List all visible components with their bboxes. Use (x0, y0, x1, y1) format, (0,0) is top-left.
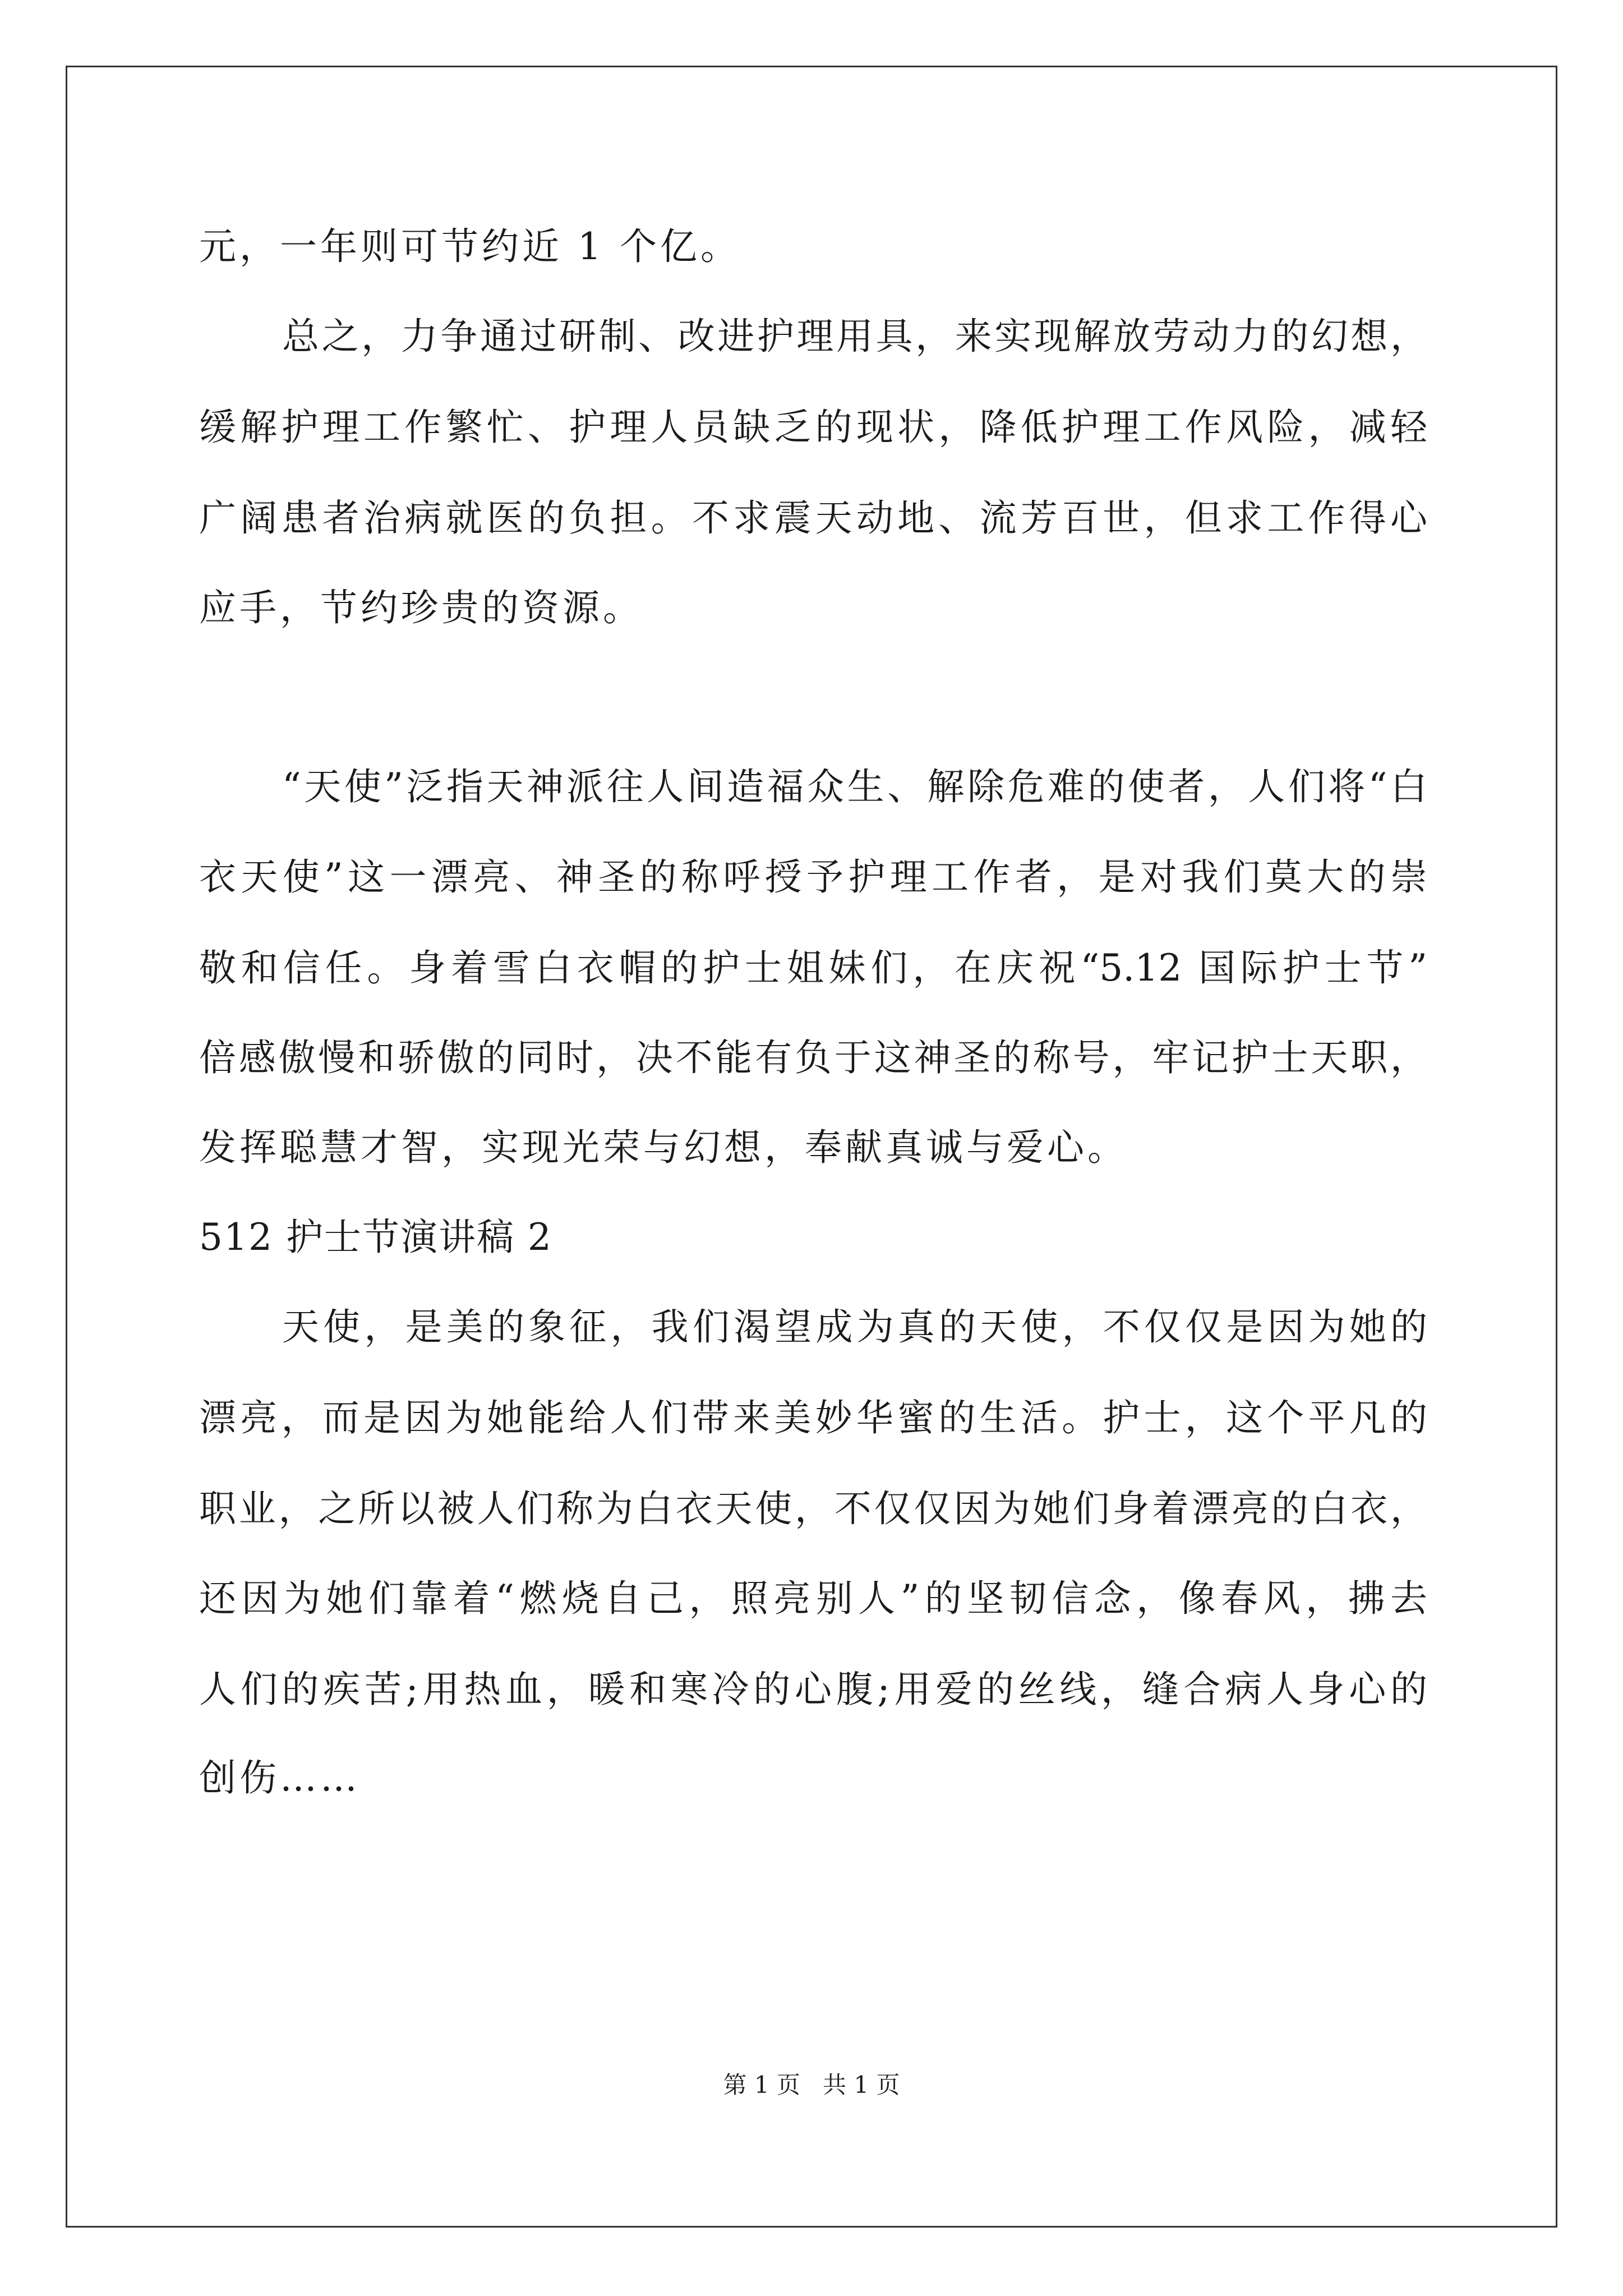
text-line: 衣天使”这一漂亮、神圣的称呼授予护理工作者，是对我们莫大的崇 (199, 855, 1427, 899)
text-line: 发挥聪慧才智，实现光荣与幻想，奉献真诚与爱心。 (199, 1126, 1128, 1169)
text-line: 广阔患者治病就医的负担。不求震天动地、流芳百世，但求工作得心 (199, 496, 1427, 540)
text-line: 应手，节约珍贵的资源。 (199, 586, 643, 629)
text-line: 元，一年则可节约近 1 个亿。 (199, 225, 741, 268)
text-line: 还因为她们靠着“燃烧自己，照亮别人”的坚韧信念，像春风，拂去 (199, 1577, 1427, 1620)
text-line: 缓解护理工作繁忙、护理人员缺乏的现状，降低护理工作风险，减轻 (199, 406, 1427, 449)
page-footer: 第 1 页 共 1 页 (723, 2071, 900, 2099)
text-line: 漂亮，而是因为她能给人们带来美妙华蜜的生活。护士，这个平凡的 (199, 1396, 1427, 1439)
text-line: 人们的疾苦;用热血，暖和寒冷的心腹;用爱的丝线，缝合病人身心的 (199, 1668, 1427, 1711)
text-line: 敬和信任。身着雪白衣帽的护士姐妹们，在庆祝“5.12 国际护士节” (199, 946, 1427, 990)
text-line: “天使”泛指天神派往人间造福众生、解除危难的使者，人们将“白 (282, 765, 1427, 808)
text-line: 倍感傲慢和骄傲的同时，决不能有负于这神圣的称号，牢记护士天职， (199, 1036, 1427, 1079)
text-line: 天使，是美的象征，我们渴望成为真的天使，不仅仅是因为她的 (282, 1305, 1427, 1349)
text-line: 职业，之所以被人们称为白衣天使，不仅仅因为她们身着漂亮的白衣， (199, 1487, 1427, 1530)
section-heading: 512 护士节演讲稿 2 (199, 1216, 552, 1259)
text-line: 创伤…… (199, 1756, 361, 1800)
text-line: 总之，力争通过研制、改进护理用具，来实现解放劳动力的幻想， (282, 315, 1427, 358)
